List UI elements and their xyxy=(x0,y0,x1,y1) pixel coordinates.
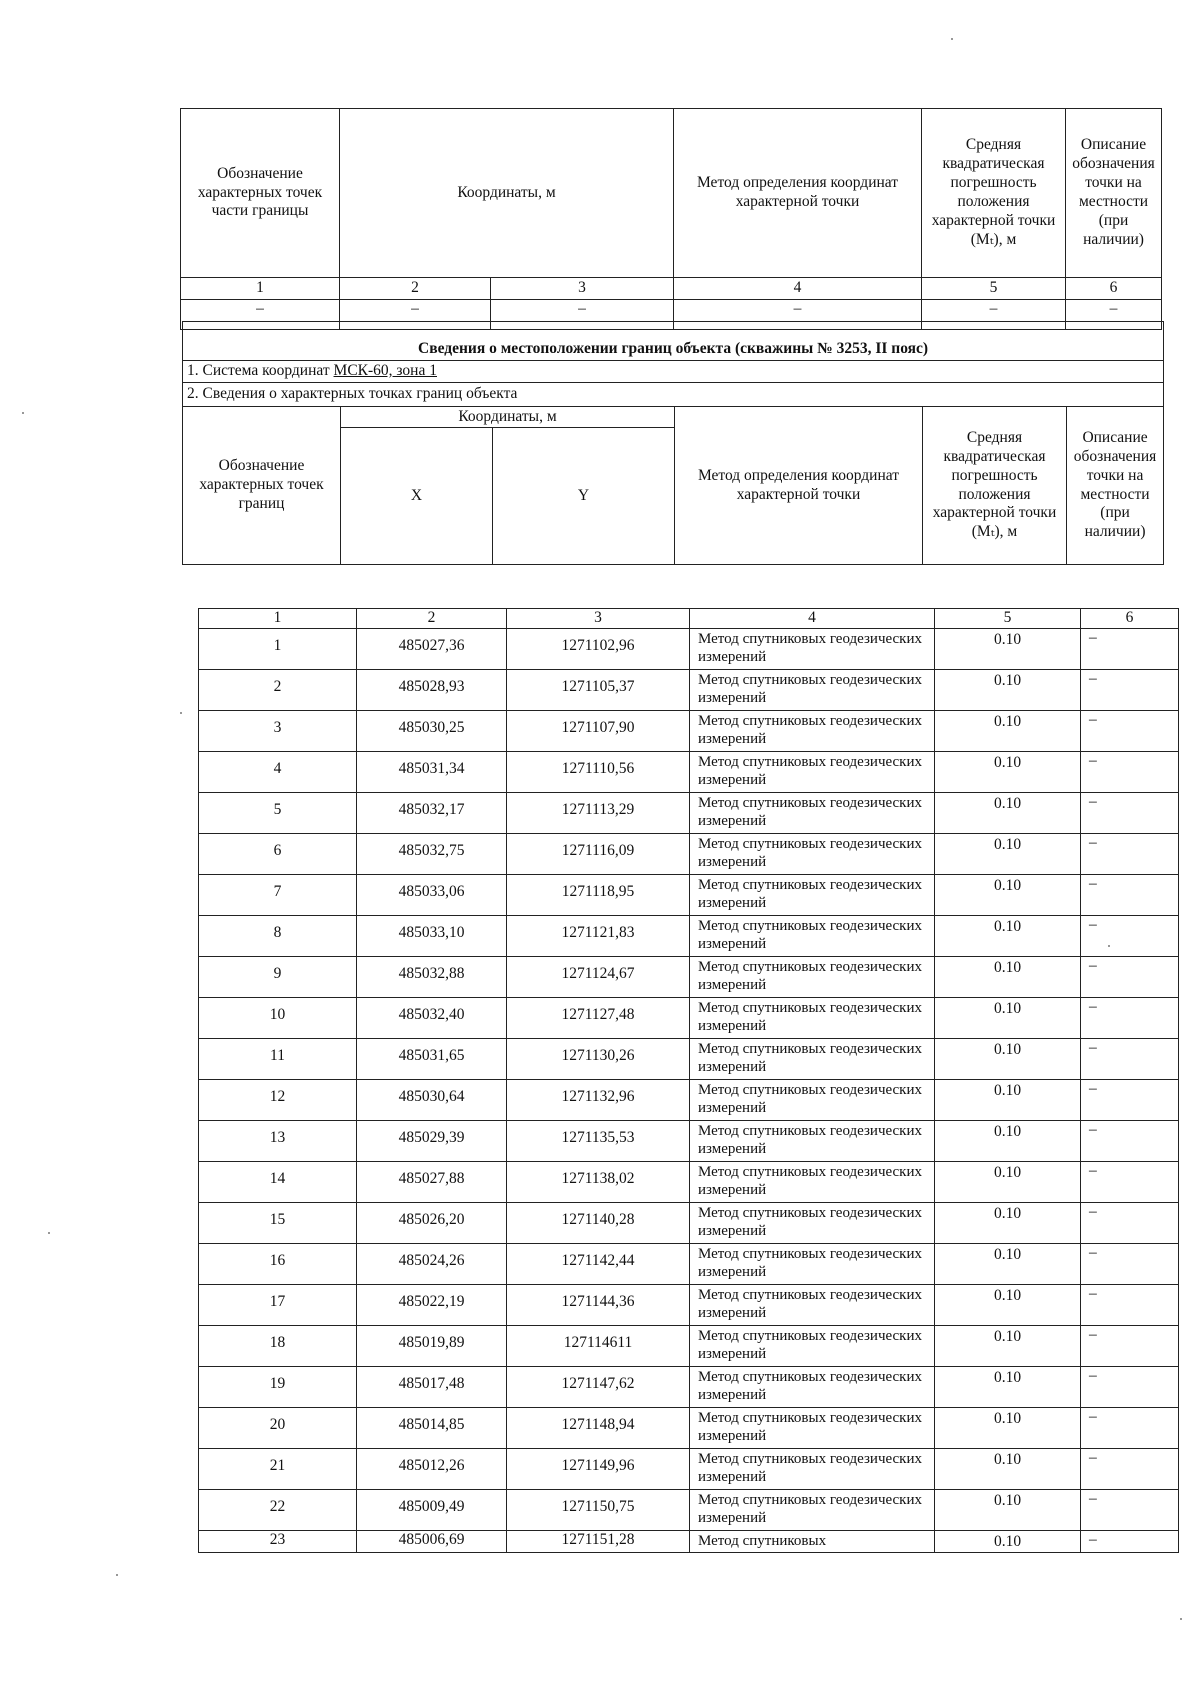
description-cell: – xyxy=(1081,1449,1179,1490)
coord-x: 485031,34 xyxy=(357,752,507,793)
coord-y: 1271135,53 xyxy=(507,1121,690,1162)
point-number: 15 xyxy=(199,1203,357,1244)
table-row xyxy=(199,1490,1179,1531)
error-cell: 0.10 xyxy=(935,1531,1081,1553)
description-cell: – xyxy=(1081,1408,1179,1449)
coord-y: 1271105,37 xyxy=(507,670,690,711)
header-description: Описание обозначения точки на местности (при наличии) xyxy=(1066,109,1162,278)
coordinate-system-value: МСК-60, зона 1 xyxy=(333,362,437,380)
coord-x: 485033,10 xyxy=(357,916,507,957)
coord-x: 485026,20 xyxy=(357,1203,507,1244)
description-cell: – xyxy=(1081,711,1179,752)
scan-speck xyxy=(48,1232,50,1234)
method-cell: Метод спутниковых геодезических измерений xyxy=(690,793,935,834)
point-number: 9 xyxy=(199,957,357,998)
col-number: 3 xyxy=(507,609,690,629)
dash-cell: – xyxy=(1066,300,1162,330)
coord-y: 1271150,75 xyxy=(507,1490,690,1531)
method-cell: Метод спутниковых геодезических измерений xyxy=(690,998,935,1039)
point-number: 12 xyxy=(199,1080,357,1121)
description-cell: – xyxy=(1081,1244,1179,1285)
table-row xyxy=(199,1285,1179,1326)
point-number: 19 xyxy=(199,1367,357,1408)
dash-cell: – xyxy=(181,300,340,330)
col-number: 2 xyxy=(340,278,491,300)
point-number: 7 xyxy=(199,875,357,916)
coord-x: 485032,88 xyxy=(357,957,507,998)
coord-x: 485017,48 xyxy=(357,1367,507,1408)
method-cell: Метод спутниковых геодезических измерений xyxy=(690,957,935,998)
scan-speck xyxy=(116,1574,118,1576)
header-y: Y xyxy=(493,428,675,565)
coord-x: 485032,40 xyxy=(357,998,507,1039)
description-cell: – xyxy=(1081,998,1179,1039)
method-cell: Метод спутниковых геодезических измерений xyxy=(690,834,935,875)
description-cell: – xyxy=(1081,1080,1179,1121)
error-cell: 0.10 xyxy=(935,1162,1081,1203)
method-cell: Метод спутниковых геодезических измерений xyxy=(690,1449,935,1490)
description-cell: – xyxy=(1081,875,1179,916)
error-cell: 0.10 xyxy=(935,1367,1081,1408)
coord-x: 485033,06 xyxy=(357,875,507,916)
error-cell: 0.10 xyxy=(935,629,1081,670)
description-cell: – xyxy=(1081,752,1179,793)
point-number: 21 xyxy=(199,1449,357,1490)
coord-y: 1271140,28 xyxy=(507,1203,690,1244)
table-row xyxy=(199,916,1179,957)
coord-y: 1271149,96 xyxy=(507,1449,690,1490)
header-description: Описание обозначения точки на местности (при наличии) xyxy=(1067,407,1164,565)
point-number: 3 xyxy=(199,711,357,752)
description-cell: – xyxy=(1081,1490,1179,1531)
point-number: 16 xyxy=(199,1244,357,1285)
coord-y: 1271138,02 xyxy=(507,1162,690,1203)
table-row xyxy=(199,1162,1179,1203)
point-number: 8 xyxy=(199,916,357,957)
col-number: 6 xyxy=(1081,609,1179,629)
coord-y: 1271113,29 xyxy=(507,793,690,834)
method-cell: Метод спутниковых геодезических измерений xyxy=(690,1408,935,1449)
coord-y: 1271116,09 xyxy=(507,834,690,875)
coord-x: 485027,88 xyxy=(357,1162,507,1203)
table-row xyxy=(199,711,1179,752)
dash-cell: – xyxy=(674,300,922,330)
point-number: 20 xyxy=(199,1408,357,1449)
description-cell: – xyxy=(1081,1162,1179,1203)
error-cell: 0.10 xyxy=(935,1449,1081,1490)
scan-speck xyxy=(180,712,182,714)
error-cell: 0.10 xyxy=(935,1121,1081,1162)
coordinate-system-line xyxy=(183,361,1164,383)
coord-x: 485027,36 xyxy=(357,629,507,670)
coord-x: 485031,65 xyxy=(357,1039,507,1080)
description-cell: – xyxy=(1081,957,1179,998)
point-number: 13 xyxy=(199,1121,357,1162)
coord-x: 485030,25 xyxy=(357,711,507,752)
table-row xyxy=(199,1203,1179,1244)
error-cell: 0.10 xyxy=(935,1244,1081,1285)
coord-y: 1271151,28 xyxy=(507,1531,690,1553)
coord-x: 485032,75 xyxy=(357,834,507,875)
table-row xyxy=(199,1408,1179,1449)
table-row xyxy=(199,1244,1179,1285)
error-cell: 0.10 xyxy=(935,670,1081,711)
coord-y: 1271144,36 xyxy=(507,1285,690,1326)
method-cell: Метод спутниковых геодезических измерений xyxy=(690,629,935,670)
header-method: Метод определения координат характерной точки xyxy=(675,407,923,565)
method-cell: Метод спутниковых геодезических измерений xyxy=(690,916,935,957)
error-cell: 0.10 xyxy=(935,1326,1081,1367)
coord-x: 485028,93 xyxy=(357,670,507,711)
object-boundary-header-table xyxy=(182,321,1164,565)
coord-x: 485009,49 xyxy=(357,1490,507,1531)
coord-x: 485030,64 xyxy=(357,1080,507,1121)
method-cell: Метод спутниковых геодезических измерений xyxy=(690,1203,935,1244)
table-row xyxy=(199,834,1179,875)
col-number: 5 xyxy=(922,278,1066,300)
method-cell: Метод спутниковых геодезических измерений xyxy=(690,1490,935,1531)
method-cell: Метод спутниковых геодезических измерений xyxy=(690,1039,935,1080)
description-cell: – xyxy=(1081,1326,1179,1367)
error-cell: 0.10 xyxy=(935,1408,1081,1449)
error-cell: 0.10 xyxy=(935,1490,1081,1531)
coord-y: 1271148,94 xyxy=(507,1408,690,1449)
description-cell: – xyxy=(1081,1203,1179,1244)
col-number: 2 xyxy=(357,609,507,629)
table-row xyxy=(199,1367,1179,1408)
table-row xyxy=(199,670,1179,711)
table-row xyxy=(199,1080,1179,1121)
point-number: 4 xyxy=(199,752,357,793)
coord-y: 1271124,67 xyxy=(507,957,690,998)
col-number: 6 xyxy=(1066,278,1162,300)
description-cell: – xyxy=(1081,1285,1179,1326)
part-boundary-table xyxy=(180,108,1162,330)
error-cell: 0.10 xyxy=(935,916,1081,957)
points-table xyxy=(198,608,1179,1553)
header-error: Средняя квадратическая погрешность положения характерной точки (Mₜ), м xyxy=(922,109,1066,278)
method-cell: Метод спутниковых геодезических измерений xyxy=(690,1285,935,1326)
table-row xyxy=(199,1326,1179,1367)
coord-y: 127114611 xyxy=(507,1326,690,1367)
method-cell: Метод спутниковых xyxy=(690,1531,935,1553)
description-cell: – xyxy=(1081,1367,1179,1408)
point-number: 17 xyxy=(199,1285,357,1326)
col-number: 5 xyxy=(935,609,1081,629)
point-number: 22 xyxy=(199,1490,357,1531)
point-number: 10 xyxy=(199,998,357,1039)
header-designation: Обозначение характерных точек части границы xyxy=(181,109,340,278)
point-number: 23 xyxy=(199,1531,357,1553)
coord-y: 1271132,96 xyxy=(507,1080,690,1121)
coord-y: 1271127,48 xyxy=(507,998,690,1039)
method-cell: Метод спутниковых геодезических измерений xyxy=(690,1326,935,1367)
method-cell: Метод спутниковых геодезических измерений xyxy=(690,1080,935,1121)
error-cell: 0.10 xyxy=(935,998,1081,1039)
point-number: 1 xyxy=(199,629,357,670)
coord-y: 1271110,56 xyxy=(507,752,690,793)
col-number: 4 xyxy=(690,609,935,629)
error-cell: 0.10 xyxy=(935,1080,1081,1121)
error-cell: 0.10 xyxy=(935,752,1081,793)
dash-cell: – xyxy=(340,300,491,330)
dash-cell: – xyxy=(922,300,1066,330)
coord-x: 485024,26 xyxy=(357,1244,507,1285)
point-number: 2 xyxy=(199,670,357,711)
method-cell: Метод спутниковых геодезических измерений xyxy=(690,1121,935,1162)
coord-x: 485032,17 xyxy=(357,793,507,834)
error-cell: 0.10 xyxy=(935,834,1081,875)
header-x: X xyxy=(341,428,493,565)
header-coordinates: Координаты, м xyxy=(341,407,675,428)
error-cell: 0.10 xyxy=(935,957,1081,998)
table-row xyxy=(199,1531,1179,1553)
method-cell: Метод спутниковых геодезических измерений xyxy=(690,1162,935,1203)
scan-speck xyxy=(1180,1618,1182,1620)
description-cell: – xyxy=(1081,1121,1179,1162)
coord-x: 485006,69 xyxy=(357,1531,507,1553)
error-cell: 0.10 xyxy=(935,793,1081,834)
table-row xyxy=(199,1121,1179,1162)
method-cell: Метод спутниковых геодезических измерений xyxy=(690,1244,935,1285)
method-cell: Метод спутниковых геодезических измерений xyxy=(690,1367,935,1408)
error-cell: 0.10 xyxy=(935,711,1081,752)
description-cell: – xyxy=(1081,793,1179,834)
description-cell: – xyxy=(1081,1039,1179,1080)
coordinate-system-label: 1. Система координат xyxy=(187,362,334,380)
table-row xyxy=(199,998,1179,1039)
description-cell: – xyxy=(1081,670,1179,711)
dash-cell: – xyxy=(491,300,674,330)
coord-y: 1271142,44 xyxy=(507,1244,690,1285)
scan-speck xyxy=(22,412,24,414)
coord-y: 1271102,96 xyxy=(507,629,690,670)
method-cell: Метод спутниковых геодезических измерений xyxy=(690,711,935,752)
coord-y: 1271118,95 xyxy=(507,875,690,916)
col-number: 1 xyxy=(181,278,340,300)
coord-x: 485019,89 xyxy=(357,1326,507,1367)
error-cell: 0.10 xyxy=(935,875,1081,916)
description-cell: – xyxy=(1081,834,1179,875)
method-cell: Метод спутниковых геодезических измерений xyxy=(690,875,935,916)
scan-speck xyxy=(1108,945,1110,947)
description-cell: – xyxy=(1081,916,1179,957)
coord-x: 485012,26 xyxy=(357,1449,507,1490)
description-cell: – xyxy=(1081,629,1179,670)
scan-speck xyxy=(951,38,953,40)
point-number: 11 xyxy=(199,1039,357,1080)
table-row xyxy=(199,793,1179,834)
coord-x: 485014,85 xyxy=(357,1408,507,1449)
table-row xyxy=(199,957,1179,998)
point-number: 6 xyxy=(199,834,357,875)
coord-x: 485022,19 xyxy=(357,1285,507,1326)
header-error: Средняя квадратическая погрешность положения характерной точки (Mₜ), м xyxy=(923,407,1067,565)
coord-x: 485029,39 xyxy=(357,1121,507,1162)
points-info-label: 2. Сведения о характерных точках границ объекта xyxy=(183,383,1164,407)
description-cell: – xyxy=(1081,1531,1179,1553)
method-cell: Метод спутниковых геодезических измерений xyxy=(690,752,935,793)
table-row xyxy=(199,752,1179,793)
coord-y: 1271121,83 xyxy=(507,916,690,957)
error-cell: 0.10 xyxy=(935,1285,1081,1326)
col-number: 3 xyxy=(491,278,674,300)
method-cell: Метод спутниковых геодезических измерений xyxy=(690,670,935,711)
coord-y: 1271130,26 xyxy=(507,1039,690,1080)
header-method: Метод определения координат характерной точки xyxy=(674,109,922,278)
coord-y: 1271107,90 xyxy=(507,711,690,752)
point-number: 18 xyxy=(199,1326,357,1367)
point-number: 14 xyxy=(199,1162,357,1203)
table-row xyxy=(199,1449,1179,1490)
header-designation: Обозначение характерных точек границ xyxy=(183,407,341,565)
col-number: 4 xyxy=(674,278,922,300)
header-coordinates: Координаты, м xyxy=(340,109,674,278)
coord-y: 1271147,62 xyxy=(507,1367,690,1408)
section-title: Сведения о местоположении границ объекта (скважины № 3253, II пояс) xyxy=(183,322,1164,361)
table-row xyxy=(199,875,1179,916)
table-row xyxy=(199,1039,1179,1080)
point-number: 5 xyxy=(199,793,357,834)
col-number: 1 xyxy=(199,609,357,629)
error-cell: 0.10 xyxy=(935,1039,1081,1080)
error-cell: 0.10 xyxy=(935,1203,1081,1244)
table-row xyxy=(199,629,1179,670)
